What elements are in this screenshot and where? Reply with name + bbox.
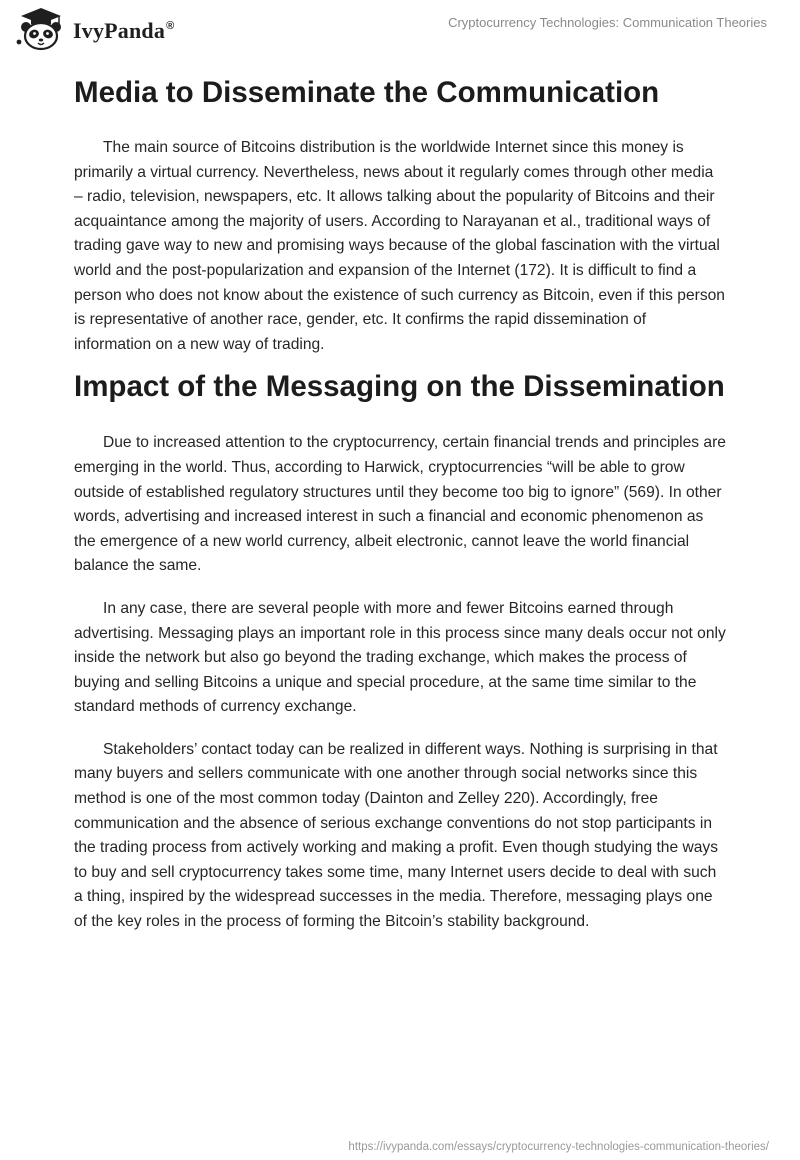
running-title: Cryptocurrency Technologies: Communication Theories	[448, 15, 767, 30]
source-url[interactable]: https://ivypanda.com/essays/cryptocurrency-technologies-communication-theories/	[348, 1141, 769, 1153]
brand-name: IvyPanda®	[73, 18, 175, 43]
paragraph-media-1: The main source of Bitcoins distribution is the worldwide Internet since this money is primarily a virtual currency. Nevertheless, news about it regularly comes through other media – radio, television, newspapers, etc. It allows talking about the popularity of Bitcoins and their acquaintance among the majority of users. According to Narayanan et al., traditional ways of trading gave way to new and promising ways because of the global fascination with the virtual world and the post-popularization and expansion of the Internet (172). It is difficult to find a person who does not know about the existence of such currency as Bitcoin, even if this person is representative of another race, gender, etc. It confirms the rapid dissemination of information on a new way of trading.	[74, 139, 725, 353]
paragraph-impact-3: Stakeholders’ contact today can be realized in different ways. Nothing is surprising in that many buyers and sellers communicate with one another through social networks since this method is one of the most common today (Dainton and Zelley 220). Accordingly, free communication and the absence of serious exchange conventions do not stop participants in the trading process from actively working and making a profit. Even though studying the ways to buy and sell cryptocurrency takes some time, many Internet users decide to deal with such a thing, inspired by the widespread successes in the media. Therefore, messaging plays one of the key roles in the process of forming the Bitcoin’s stability background.	[74, 740, 719, 931]
registered-mark: ®	[166, 20, 175, 32]
page-header	[0, 0, 800, 62]
section-heading-impact: Impact of the Messaging on the Dissemination	[74, 370, 725, 404]
panda-graduate-icon	[15, 6, 67, 52]
essay-body	[74, 72, 726, 935]
paragraph-impact-2: In any case, there are several people with more and fewer Bitcoins earned through advertising. Messaging plays an important role in this process since many deals occur not only inside the network but also go beyond the trading exchange, which makes the process of buying and selling Bitcoins a unique and special procedure, at the same time similar to the standard methods of currency exchange.	[74, 599, 726, 716]
site-logo[interactable]	[15, 6, 174, 52]
paragraph-impact-1: Due to increased attention to the cryptocurrency, certain financial trends and principles are emerging in the world. Thus, according to Harwick, cryptocurrencies “will be able to grow outside of established regulatory structures until they become too big to ignore” (569). In other words, advertising and increased interest in such a financial and economic phenomenon as the emergence of a new world currency, albeit electronic, cannot leave the world financial balance the same.	[74, 434, 726, 575]
section-heading-media: Media to Disseminate the Communication	[74, 76, 660, 109]
